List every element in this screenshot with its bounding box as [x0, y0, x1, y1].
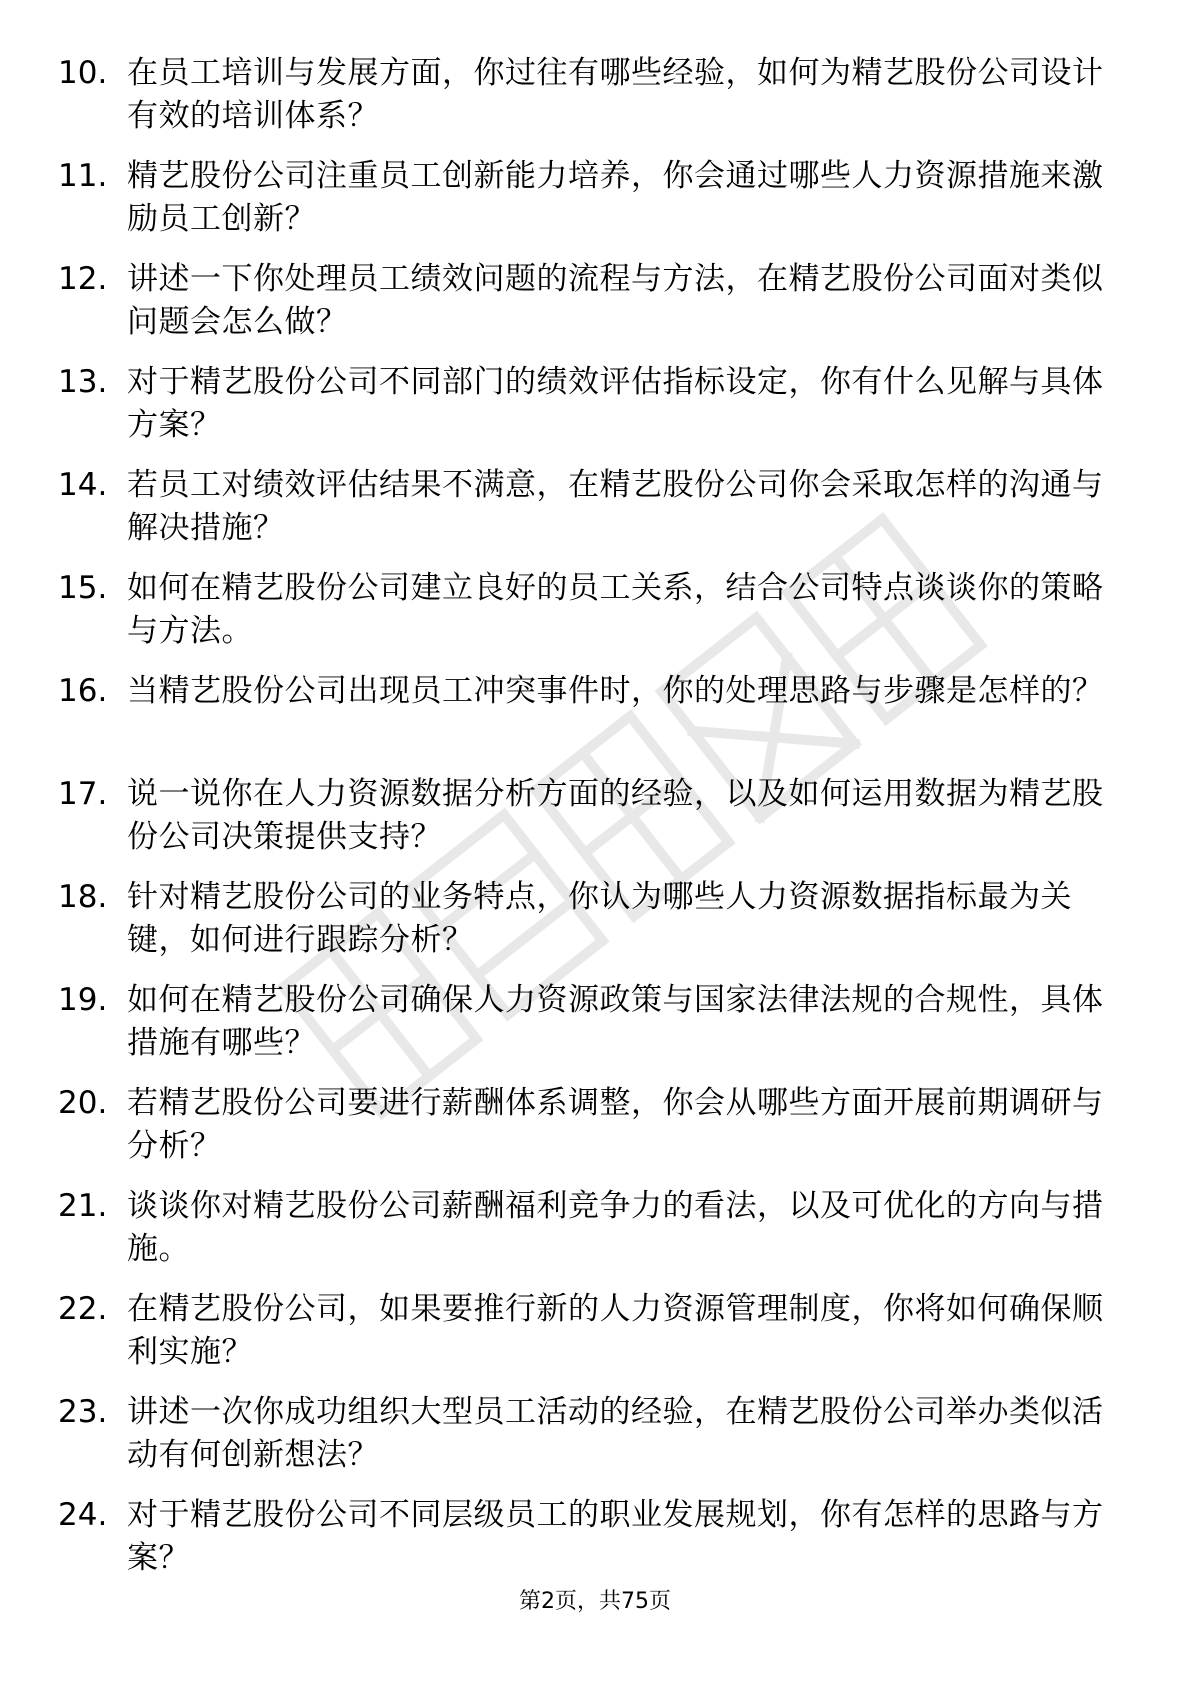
question-item — [0, 979, 1190, 1082]
question-item — [0, 1288, 1190, 1391]
question-item — [0, 361, 1190, 464]
question-item — [0, 52, 1190, 155]
question-item — [0, 1082, 1190, 1185]
question-number: 19. — [58, 982, 108, 1018]
question-number: 17. — [58, 776, 108, 812]
question-item — [0, 155, 1190, 258]
question-item — [0, 464, 1190, 567]
question-item — [0, 1185, 1190, 1288]
question-text: 若精艺股份公司要进行薪酬体系调整，你会从哪些方面开展前期调研与分析？ — [127, 1085, 1104, 1164]
question-text: 在员工培训与发展方面，你过往有哪些经验，如何为精艺股份公司设计有效的培训体系？ — [127, 55, 1104, 134]
question-number: 16. — [58, 673, 108, 709]
question-number: 18. — [58, 879, 108, 915]
question-text: 当精艺股份公司出现员工冲突事件时，你的处理思路与步骤是怎样的？ — [127, 673, 1104, 709]
question-item — [0, 773, 1190, 876]
question-item — [0, 258, 1190, 361]
question-number: 13. — [58, 364, 108, 400]
question-number: 14. — [58, 467, 108, 503]
question-number: 24. — [58, 1497, 108, 1533]
question-text: 对于精艺股份公司不同部门的绩效评估指标设定，你有什么见解与具体方案？ — [127, 364, 1104, 443]
question-item — [0, 567, 1190, 670]
question-text: 精艺股份公司注重员工创新能力培养，你会通过哪些人力资源措施来激励员工创新？ — [127, 158, 1104, 237]
question-item — [0, 1494, 1190, 1597]
question-number: 12. — [58, 261, 108, 297]
question-text: 对于精艺股份公司不同层级员工的职业发展规划，你有怎样的思路与方案？ — [127, 1497, 1104, 1576]
question-text: 谈谈你对精艺股份公司薪酬福利竞争力的看法，以及可优化的方向与措施。 — [127, 1188, 1104, 1267]
question-text: 讲述一次你成功组织大型员工活动的经验，在精艺股份公司举办类似活动有何创新想法？ — [127, 1394, 1104, 1473]
question-text: 在精艺股份公司，如果要推行新的人力资源管理制度，你将如何确保顺利实施？ — [127, 1291, 1104, 1370]
question-number: 20. — [58, 1085, 108, 1121]
question-number: 15. — [58, 570, 108, 606]
question-number: 11. — [58, 158, 108, 194]
question-text: 如何在精艺股份公司建立良好的员工关系，结合公司特点谈谈你的策略与方法。 — [127, 570, 1104, 649]
page-footer — [0, 1587, 1190, 1617]
question-text: 说一说你在人力资源数据分析方面的经验，以及如何运用数据为精艺股份公司决策提供支持？ — [127, 776, 1104, 855]
question-item — [0, 1391, 1190, 1494]
question-number: 10. — [58, 55, 108, 91]
page-number-label: 第2页，共75页 — [519, 1589, 671, 1614]
question-text: 如何在精艺股份公司确保人力资源政策与国家法律法规的合规性，具体措施有哪些？ — [127, 982, 1104, 1061]
question-text: 若员工对绩效评估结果不满意，在精艺股份公司你会采取怎样的沟通与解决措施？ — [127, 467, 1104, 546]
question-list — [0, 52, 1190, 1597]
question-text: 针对精艺股份公司的业务特点，你认为哪些人力资源数据指标最为关键，如何进行跟踪分析？ — [127, 879, 1072, 958]
question-text: 讲述一下你处理员工绩效问题的流程与方法，在精艺股份公司面对类似问题会怎么做？ — [127, 261, 1104, 340]
question-number: 23. — [58, 1394, 108, 1430]
question-item — [0, 876, 1190, 979]
question-number: 22. — [58, 1291, 108, 1327]
question-number: 21. — [58, 1188, 108, 1224]
question-item — [0, 670, 1190, 773]
